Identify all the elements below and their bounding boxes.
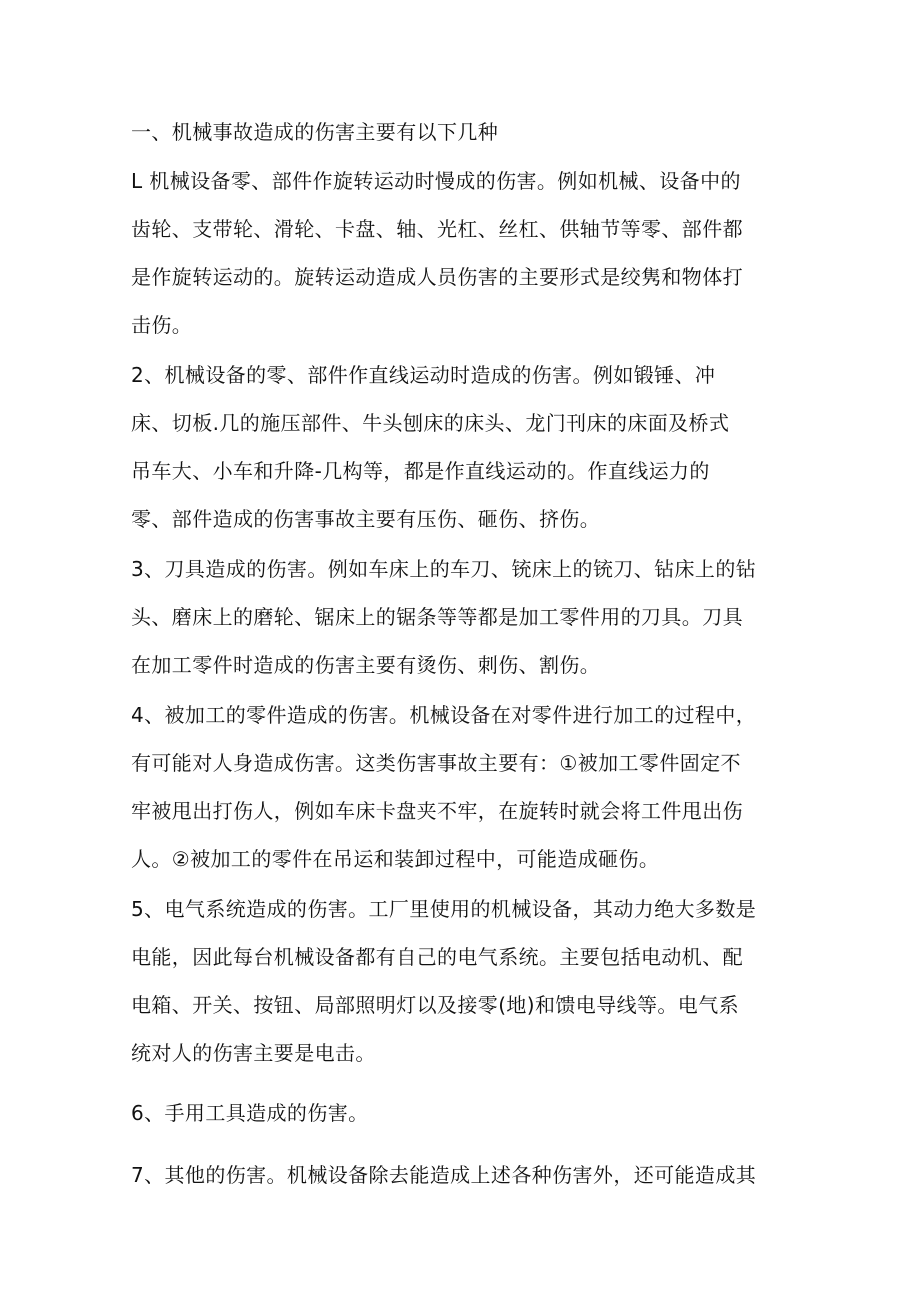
text-line: 电能，因此每台机械设备都有自己的电气系统。主要包括电动机、配 — [131, 945, 743, 969]
text-line: 5、电气系统造成的伤害。工厂里使用的机械设备，其动力绝大多数是 — [131, 897, 757, 921]
text-line: 牢被甩出打伤人，例如车床卡盘夹不牢，在旋转时就会将工件甩出伤 — [131, 799, 743, 823]
text-line: 3、刀具造成的伤害。例如车床上的车刀、铳床上的铳刀、钻床上的钻 — [131, 557, 757, 581]
text-line: 人。②被加工的零件在吊运和装卸过程中，可能造成砸伤。 — [131, 847, 660, 871]
text-line: 吊车大、小车和升降-几构等，都是作直线运动的。作直线运力的 — [131, 459, 710, 483]
text-line: 4、被加工的零件造成的伤害。机械设备在对零件进行加工的过程中， — [131, 703, 757, 727]
text-line: 有可能对人身造成伤害。这类伤害事故主要有：①被加工零件固定不 — [131, 751, 741, 775]
text-line: 在加工零件时造成的伤害主要有烫伤、刺伤、割伤。 — [131, 653, 601, 677]
text-line: 2、机械设备的零、部件作直线运动时造成的伤害。例如锻锤、冲 — [131, 363, 716, 387]
text-line: L 机械设备零、部件作旋转运动时慢成的伤害。例如机械、设备中的 — [131, 169, 741, 193]
text-line: 6、手用工具造成的伤害。 — [131, 1101, 369, 1125]
text-line: 击伤。 — [131, 313, 193, 337]
text-line: 统对人的伤害主要是电击。 — [131, 1041, 376, 1065]
text-line: 齿轮、支带轮、滑轮、卡盘、轴、光杠、丝杠、供轴节等零、部件都 — [131, 217, 743, 241]
document-heading: 一、机械事故造成的伤害主要有以下几种 — [131, 120, 499, 144]
text-line: 电箱、开关、按钮、局部照明灯以及接零(地)和馈电导线等。电气系 — [131, 993, 740, 1017]
text-line: 是作旋转运动的。旋转运动造成人员伤害的主要形式是绞隽和物体打 — [131, 265, 743, 289]
text-line: 零、部件造成的伤害事故主要有压伤、砸伤、挤伤。 — [131, 507, 601, 531]
text-line: 头、磨床上的磨轮、锯床上的锯条等等都是加工零件用的刀具。刀具 — [131, 605, 743, 629]
text-line: 7、其他的伤害。机械设备除去能造成上述各种伤害外，还可能造成其 — [131, 1163, 757, 1187]
text-line: 床、切板.几的施压部件、牛头刨床的床头、龙门刊床的床面及桥式 — [131, 411, 730, 435]
